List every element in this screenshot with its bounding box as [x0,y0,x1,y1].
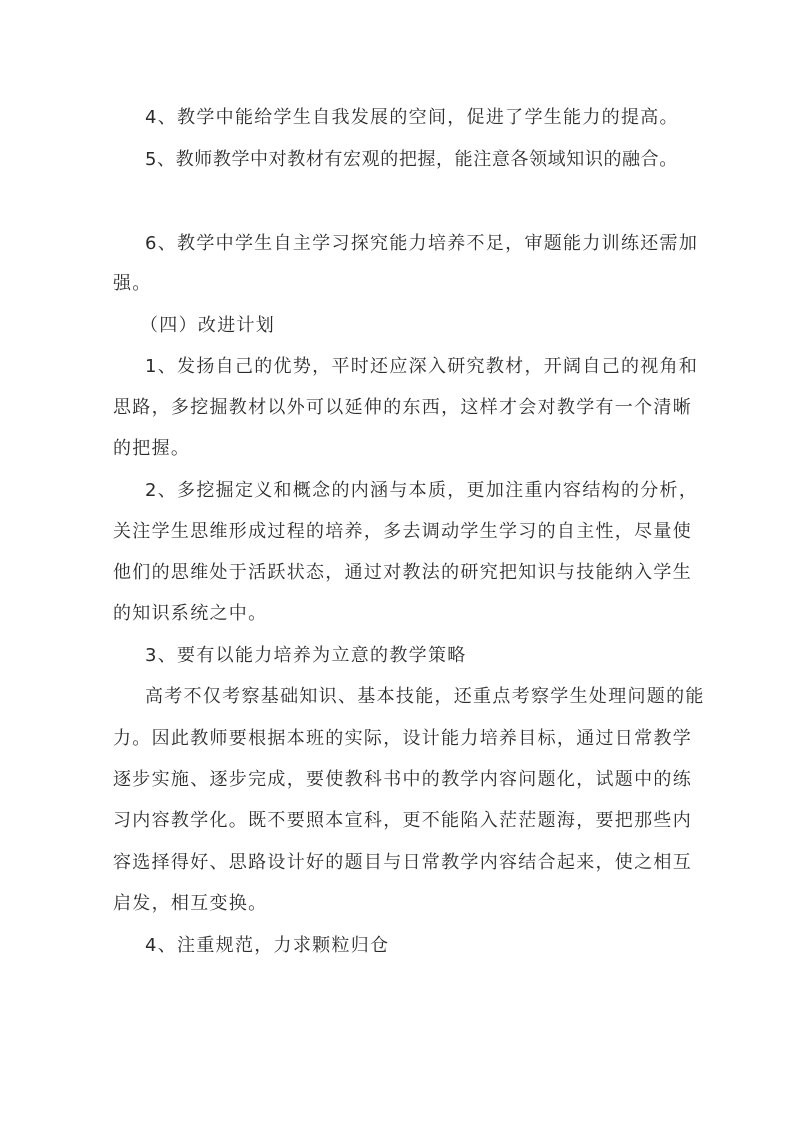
paragraph-line-6: 1、发扬自己的优势，平时还应深入研究教材，开阔自己的视角和 [145,356,699,377]
paragraph-line-10: 关注学生思维形成过程的培养，多去调动学生学习的自主性，尽量使 [113,521,692,542]
paragraph-line-9: 2、多挖掘定义和概念的内涵与本质，更加注重内容结构的分析， [145,480,699,501]
paragraph-line-19: 启发，相互变换。 [113,893,268,914]
paragraph-line-14: 高考不仅考察基础知识、基本技能，还重点考察学生处理问题的能 [145,686,705,707]
paragraph-line-12: 的知识系统之中。 [113,603,268,624]
paragraph-line-7: 思路，多挖掘教材以外可以延伸的东西，这样才会对教学有一个清晰 [113,397,692,418]
paragraph-line-20: 4、注重规范，力求颗粒归仓 [145,935,390,956]
paragraph-line-17: 习内容教学化。既不要照本宣科，更不能陷入茫茫题海，要把那些内 [113,810,692,831]
paragraph-line-16: 逐步实施、逐步完成，要使教科书中的教学内容问题化，试题中的练 [113,769,692,790]
paragraph-line-11: 他们的思维处于活跃状态，通过对教法的研究把知识与技能纳入学生 [113,562,692,583]
paragraph-line-1: 4、教学中能给学生自我发展的空间，促进了学生能力的提高。 [145,107,679,128]
section-heading: （四）改进计划 [140,315,276,336]
paragraph-line-15: 力。因此教师要根据本班的实际，设计能力培养目标，通过日常教学 [113,728,692,749]
paragraph-line-4: 强。 [113,273,152,294]
paragraph-line-13: 3、要有以能力培养为立意的教学策略 [145,645,467,666]
paragraph-line-8: 的把握。 [113,438,191,459]
paragraph-line-3: 6、教学中学生自主学习探究能力培养不足，审题能力训练还需加 [145,233,699,254]
paragraph-line-2: 5、教师教学中对教材有宏观的把握，能注意各领域知识的融合。 [145,149,678,170]
paragraph-line-18: 容选择得好、思路设计好的题目与日常教学内容结合起来，使之相互 [113,852,692,873]
